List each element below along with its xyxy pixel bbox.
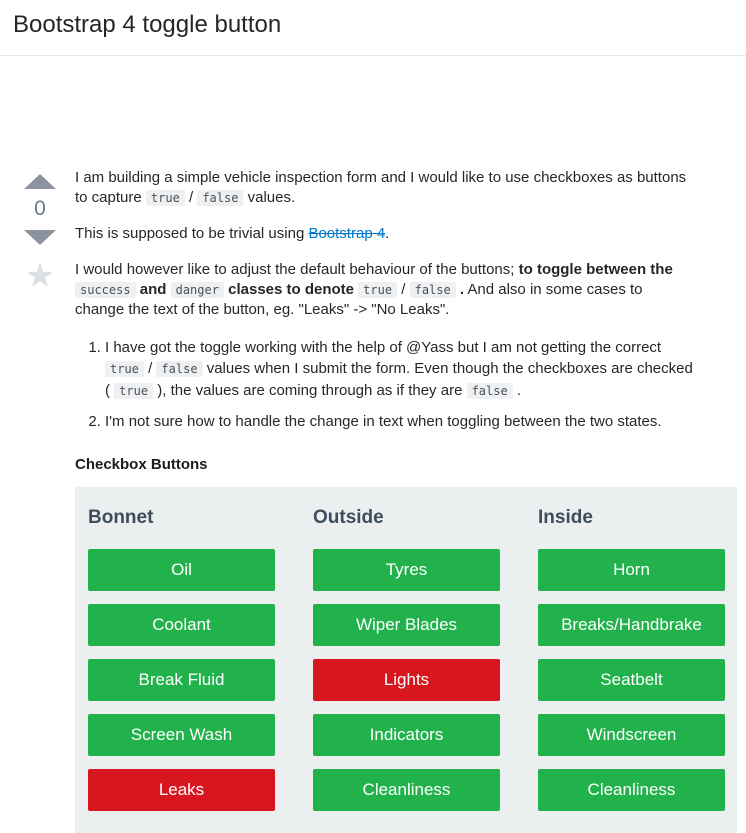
checkbox-button-windscreen[interactable]: Windscreen — [538, 714, 725, 756]
checkbox-button-wiper-blades[interactable]: Wiper Blades — [313, 604, 500, 646]
title-divider — [0, 55, 746, 56]
list-item — [105, 411, 693, 432]
checkbox-button-breaks-handbrake[interactable]: Breaks/Handbrake — [538, 604, 725, 646]
vote-up-icon[interactable] — [24, 174, 56, 189]
text-span: / — [184, 189, 198, 206]
checkbox-button-horn[interactable]: Horn — [538, 549, 725, 591]
bold-text: . — [455, 281, 465, 298]
column-header-bonnet: Bonnet — [88, 507, 154, 528]
text-span: I'm not sure how to handle the change in text when toggling between the two states. — [105, 413, 662, 430]
column-header-inside: Inside — [538, 507, 593, 528]
question-body — [75, 168, 702, 833]
checkbox-button-break-fluid[interactable]: Break Fluid — [88, 659, 275, 701]
inline-code: false — [156, 361, 202, 377]
text-span: / — [397, 281, 410, 298]
bootstrap-4-link[interactable]: Bootstrap 4 — [308, 225, 386, 242]
panel-column-inside — [538, 499, 725, 824]
bold-text: to toggle between the — [518, 261, 673, 278]
checkbox-button-lights[interactable]: Lights — [313, 659, 500, 701]
checkbox-button-leaks[interactable]: Leaks — [88, 769, 275, 811]
text-span: I have got the toggle working with the help of @Yass but I am not getting the correct — [105, 339, 662, 356]
list-item — [105, 337, 693, 402]
checkbox-button-screen-wash[interactable]: Screen Wash — [88, 714, 275, 756]
inline-code: danger — [171, 282, 224, 298]
inline-code: true — [358, 282, 397, 298]
checkbox-button-coolant[interactable]: Coolant — [88, 604, 275, 646]
text-span: I would however like to adjust the default behaviour of the buttons; — [75, 261, 519, 278]
inline-code: true — [146, 190, 185, 206]
panel-column-outside — [313, 499, 500, 824]
column-header-outside: Outside — [313, 507, 384, 528]
text-span: This is supposed to be trivial using — [75, 225, 309, 242]
inline-code: false — [410, 282, 456, 298]
text-span: values when I submit the form. Even though the checkboxes are checked ( — [105, 360, 693, 399]
checkbox-button-oil[interactable]: Oil — [88, 549, 275, 591]
paragraph — [75, 260, 693, 320]
inline-code: success — [75, 282, 136, 298]
text-span: And also in some cases to change the text of the button, eg. "Leaks" -> "No Leaks". — [75, 281, 643, 318]
text-span: . — [512, 382, 522, 399]
checkbox-button-seatbelt[interactable]: Seatbelt — [538, 659, 725, 701]
checkbox-button-indicators[interactable]: Indicators — [313, 714, 500, 756]
vote-count: 0 — [34, 197, 46, 220]
vote-cell — [23, 168, 57, 833]
vote-down-icon[interactable] — [24, 230, 56, 245]
text-span: ), the values are coming through as if they are — [153, 382, 467, 399]
panel-column-bonnet — [88, 499, 275, 824]
text-span: values. — [243, 189, 296, 206]
checkbox-button-cleanliness-inside[interactable]: Cleanliness — [538, 769, 725, 811]
checkbox-button-tyres[interactable]: Tyres — [313, 549, 500, 591]
text-span: . — [385, 225, 390, 242]
checkbox-buttons-panel — [75, 487, 737, 833]
paragraph — [75, 168, 693, 208]
inline-code: true — [114, 383, 153, 399]
page-title: Bootstrap 4 toggle button — [13, 11, 282, 38]
inline-code: false — [467, 383, 513, 399]
issue-list — [75, 337, 693, 432]
favorite-star-icon[interactable]: ★ — [24, 257, 56, 295]
text-span: I am building a simple vehicle inspection form and I would like to use checkboxes as buttons to capture — [75, 169, 687, 206]
bold-text: classes to denote — [223, 281, 359, 298]
checkbox-buttons-heading: Checkbox Buttons — [75, 456, 208, 473]
checkbox-button-cleanliness-outside[interactable]: Cleanliness — [313, 769, 500, 811]
inline-code: false — [197, 190, 243, 206]
text-span: / — [143, 360, 157, 377]
question-container — [0, 168, 746, 833]
inline-code: true — [105, 361, 144, 377]
bold-text: and — [135, 281, 171, 298]
paragraph — [75, 224, 693, 244]
